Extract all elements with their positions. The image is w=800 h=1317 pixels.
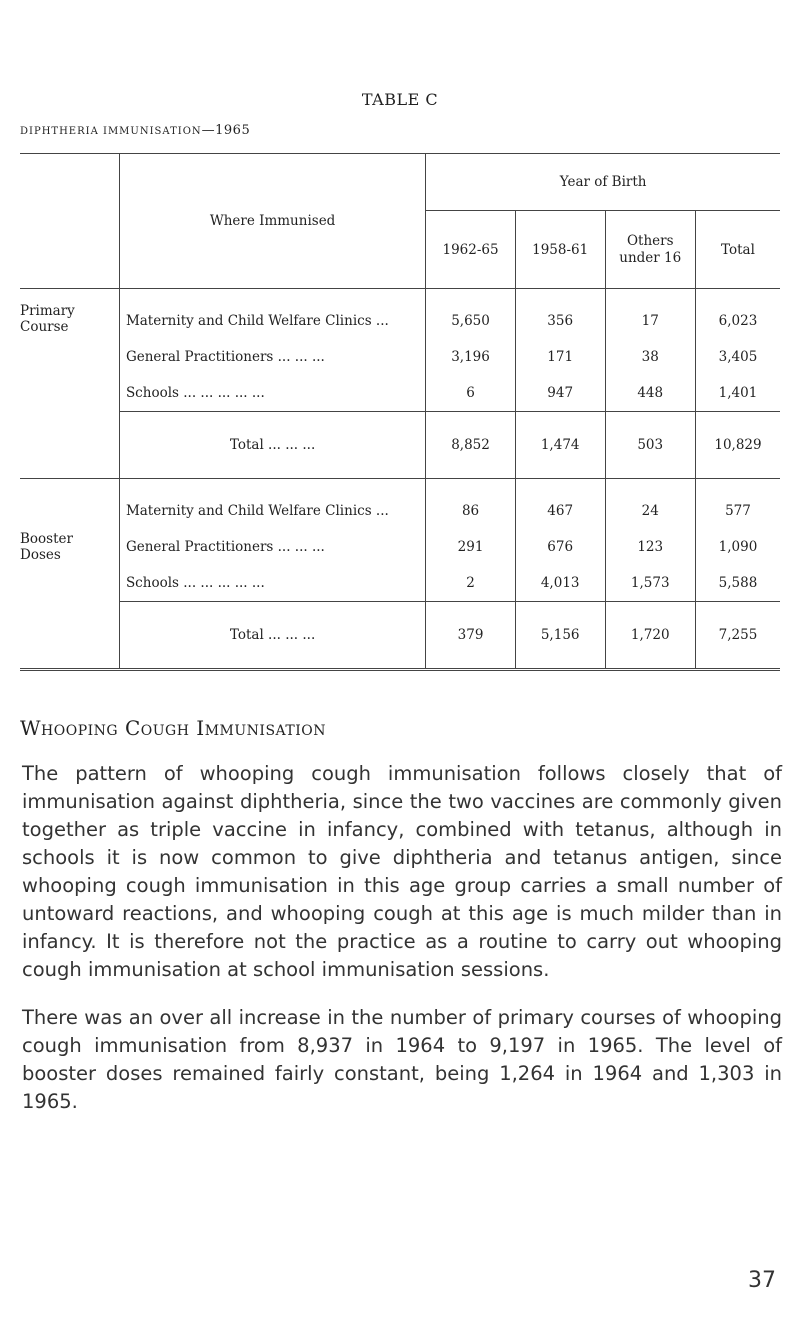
total-others: 1,720 [605,602,695,670]
table-row [20,479,780,530]
header-1962-65: 1962-65 [426,211,516,289]
header-1958-61: 1958-61 [515,211,605,289]
total-total: 7,255 [695,602,780,670]
cell-total: 3,405 [695,339,780,375]
cell-1962-65: 2 [426,565,516,602]
cell-others: 123 [605,529,695,565]
cell-1962-65: 6 [426,375,516,412]
category-booster-doses [20,479,119,602]
cell-1962-65: 3,196 [426,339,516,375]
cell-others: 24 [605,479,695,530]
header-others-under-16 [605,211,695,289]
row-where: Schools ... ... ... ... ... [119,375,425,412]
category-blank [20,602,119,670]
category-blank [20,412,119,479]
total-1958-61: 5,156 [515,602,605,670]
row-where: General Practitioners ... ... ... [119,529,425,565]
total-label: Total ... ... ... [119,602,425,670]
table-subtitle [20,123,250,138]
cell-total: 1,401 [695,375,780,412]
header-row-1 [20,154,780,211]
header-year-of-birth: Year of Birth [426,154,780,211]
total-label: Total ... ... ... [119,412,425,479]
table-title: TABLE C [361,90,439,109]
cell-total: 1,090 [695,529,780,565]
header-total: Total [695,211,780,289]
cell-1958-61: 676 [515,529,605,565]
cell-total: 6,023 [695,289,780,340]
cell-others: 38 [605,339,695,375]
total-total: 10,829 [695,412,780,479]
cell-1962-65: 86 [426,479,516,530]
cell-1958-61: 467 [515,479,605,530]
table-row [20,565,780,602]
paragraph-2: There was an over all increase in the number of primary courses of whooping cough immunisation from 8,937 in 1964 to 9,197 in 1965. The level of booster doses remained fairly constant, being 1,264 in 1964 and 1,303 in 1965. [22,1006,782,1113]
total-1962-65: 379 [426,602,516,670]
table-row [20,529,780,565]
cell-1958-61: 171 [515,339,605,375]
cell-others: 17 [605,289,695,340]
cell-others: 448 [605,375,695,412]
category-primary-course [20,289,119,412]
cell-total: 577 [695,479,780,530]
category-booster-label: Booster Doses [20,531,73,564]
table-row [20,375,780,412]
cell-1958-61: 356 [515,289,605,340]
table-subtitle-year: —1965 [201,123,251,138]
cell-total: 5,588 [695,565,780,602]
row-where: Maternity and Child Welfare Clinics ... [119,479,425,530]
cell-1958-61: 947 [515,375,605,412]
cell-1962-65: 5,650 [426,289,516,340]
row-where: Maternity and Child Welfare Clinics ... [119,289,425,340]
row-where: Schools ... ... ... ... ... [119,565,425,602]
table-total-row [20,602,780,670]
total-1958-61: 1,474 [515,412,605,479]
diphtheria-immunisation-table [20,153,780,671]
page-number: 37 [748,1268,776,1293]
header-category-blank [20,154,119,289]
section-heading-text: Whooping Cough Immunisation [20,716,326,740]
cell-others: 1,573 [605,565,695,602]
total-others: 503 [605,412,695,479]
table-subtitle-text: DIPHTHERIA IMMUNISATION [20,126,202,137]
section-heading [20,716,326,740]
header-others-label: Others under 16 [619,233,682,266]
category-primary-label: Primary Course [20,303,75,336]
table-row [20,289,780,340]
table-total-row [20,412,780,479]
total-1962-65: 8,852 [426,412,516,479]
header-where-immunised: Where Immunised [119,154,425,289]
table-row [20,339,780,375]
cell-1958-61: 4,013 [515,565,605,602]
cell-1962-65: 291 [426,529,516,565]
paragraph-1: The pattern of whooping cough immunisation follows closely that of immunisation against diphtheria, since the two vaccines are commonly given together as triple vaccine in infancy, combined with tetanus, although in schools it is now common to give diphtheria and tetanus antigen, since whooping cough immunisation in this age group carries a small number of untoward reactions, and whooping cough at this age is much milder than in infancy. It is therefore not the practice as a routine to carry out whooping cough immunisation at school immunisation sessions. [22,762,782,981]
row-where: General Practitioners ... ... ... [119,339,425,375]
